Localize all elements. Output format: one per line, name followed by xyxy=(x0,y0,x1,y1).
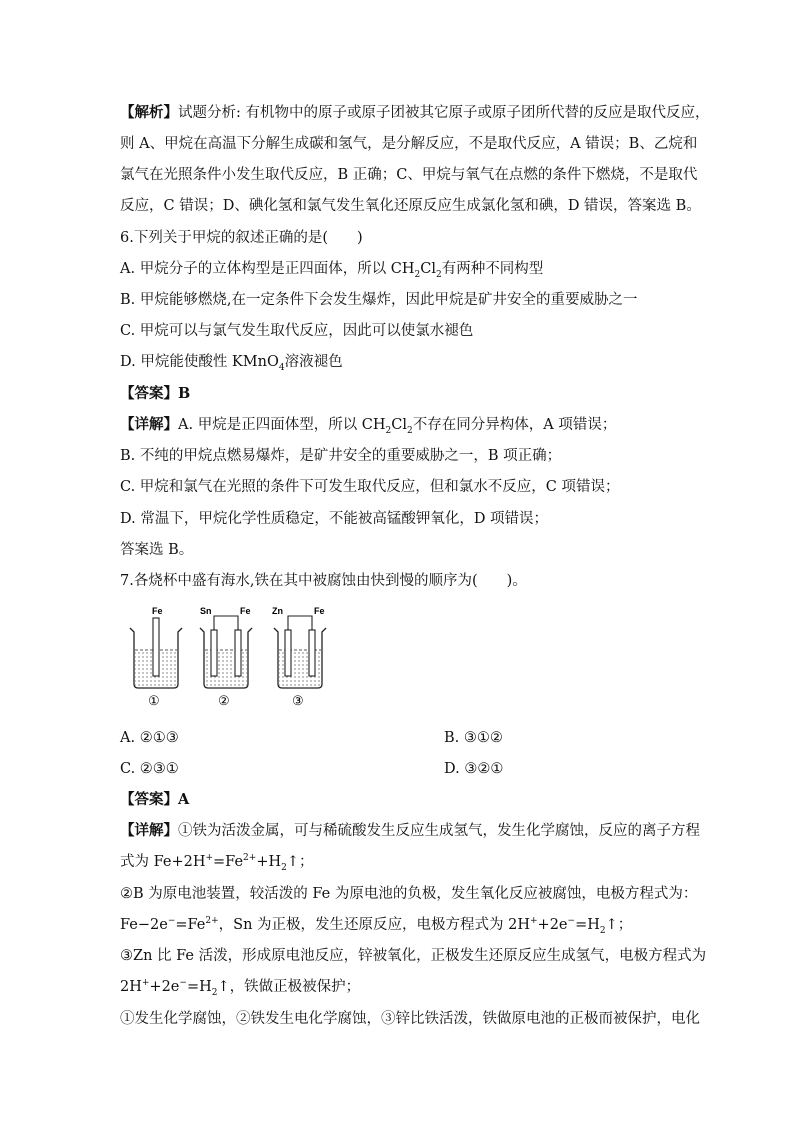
beaker-figure xyxy=(126,604,336,710)
beaker-1-number: ① xyxy=(148,693,160,708)
fe-electrode xyxy=(309,630,315,676)
q5-analysis-line-3: 氯气在光照条件小发生取代反应，B 正确；C、甲烷与氧气在点燃的条件下燃烧，不是取代 xyxy=(120,167,698,183)
beaker-2-fe-label: Fe xyxy=(240,606,251,616)
q7-detail-line-3: ②B 为原电池装置，较活泼的 Fe 为原电池的负极，发生氧化反应被腐蚀，电极方程式为： xyxy=(120,886,698,902)
beaker-2-number: ② xyxy=(218,693,230,708)
fe-electrode xyxy=(153,618,159,676)
q6-option-b: B. 甲烷能够燃烧,在一定条件下会发生爆炸，因此甲烷是矿井安全的重要威胁之一 xyxy=(120,292,638,308)
analysis-tag: 【解析】 xyxy=(120,104,178,121)
q7-option-b: B. ③①② xyxy=(444,730,503,746)
q7-stem: 7.各烧杯中盛有海水,铁在其中被腐蚀由快到慢的顺序为( )。 xyxy=(120,573,527,589)
beaker-3 xyxy=(272,606,326,708)
q6-detail-line-1: 【详解】A. 甲烷是正四面体型，所以 $CH_2Cl_2$不存在同分异构体，A 项错误； xyxy=(120,416,617,436)
beakers-diagram xyxy=(126,604,336,710)
q6-detail-line-2: B. 不纯的甲烷点燃易爆炸，是矿井安全的重要威胁之一，B 项正确； xyxy=(120,448,562,464)
q7-detail-line-2: 式为 $Fe+2H^+=Fe^{2+}+H_2↑$； xyxy=(120,853,314,873)
beaker-3-fe-label: Fe xyxy=(314,606,325,616)
wire xyxy=(288,616,312,630)
q6-conclusion: 答案选 B。 xyxy=(120,542,194,558)
wire xyxy=(214,616,238,630)
q5-analysis-line-2: 则 A、甲烷在高温下分解生成碳和氢气，是分解反应，不是取代反应，A 错误；B、乙烷和 xyxy=(120,136,698,152)
q7-detail-line-4: $Fe-2e^-=Fe^{2+}$，Sn 为正极，发生还原反应，电极方程式为 $2H^++2e^-=H_2↑$； xyxy=(120,916,633,936)
beaker-3-number: ③ xyxy=(292,693,304,708)
q6-option-a: A. 甲烷分子的立体构型是正四面体，所以 $CH_2Cl_2$有两种不同构型 xyxy=(120,261,544,280)
q7-detail-line-5: ③Zn 比 Fe 活泼，形成原电池反应，锌被氧化，正极发生还原反应生成氢气，电极方程式为 xyxy=(120,948,707,964)
q6-stem: 6.下列关于甲烷的叙述正确的是( ) xyxy=(120,230,363,246)
beaker-1-fe-label: Fe xyxy=(152,606,163,616)
q6-answer: 【答案】B xyxy=(120,385,191,402)
fe-electrode xyxy=(235,630,241,676)
detail-tag: 【详解】 xyxy=(120,416,178,433)
beaker-2-sn-label: Sn xyxy=(200,606,212,616)
q7-answer: 【答案】A xyxy=(120,791,190,808)
beaker-2 xyxy=(200,606,252,708)
sn-electrode xyxy=(211,630,217,676)
q7-detail-line-6: $2H^++2e^-=H_2↑$，铁做正极被保护； xyxy=(120,978,361,998)
q7-option-a: A. ②①③ xyxy=(120,730,179,746)
q6-option-c: C. 甲烷可以与氯气发生取代反应，因此可以使氯水褪色 xyxy=(120,323,474,339)
detail-tag: 【详解】 xyxy=(120,822,178,839)
zn-electrode xyxy=(285,630,291,676)
beaker-1 xyxy=(130,606,182,708)
q7-detail-line-7: ①发生化学腐蚀，②铁发生电化学腐蚀，③锌比铁活泼，铁做原电池的正极而被保护，电化 xyxy=(120,1011,700,1027)
q6-detail-line-3: C. 甲烷和氯气在光照的条件下可发生取代反应，但和氯水不反应，C 项错误； xyxy=(120,479,620,495)
beaker-3-zn-label: Zn xyxy=(272,606,283,616)
q5-analysis-line-1: 【解析】试题分析: 有机物中的原子或原子团被其它原子或原子团所代替的反应是取代反应， xyxy=(120,104,710,121)
q7-option-c: C. ②③① xyxy=(120,761,179,777)
q7-detail-line-1: 【详解】①铁为活泼金属，可与稀硫酸发生反应生成氢气，发生化学腐蚀，反应的离子方程 xyxy=(120,822,700,839)
q7-option-d: D. ③②① xyxy=(444,761,504,777)
q6-option-d: D. 甲烷能使酸性 KMnO$_4$溶液褪色 xyxy=(120,354,343,373)
q5-analysis-line-4: 反应，C 错误；D、碘化氢和氯气发生氧化还原反应生成氯化氢和碘，D 错误，答案选 B。 xyxy=(120,198,701,214)
q6-detail-line-4: D. 常温下，甲烷化学性质稳定，不能被高锰酸钾氧化，D 项错误； xyxy=(120,511,549,527)
